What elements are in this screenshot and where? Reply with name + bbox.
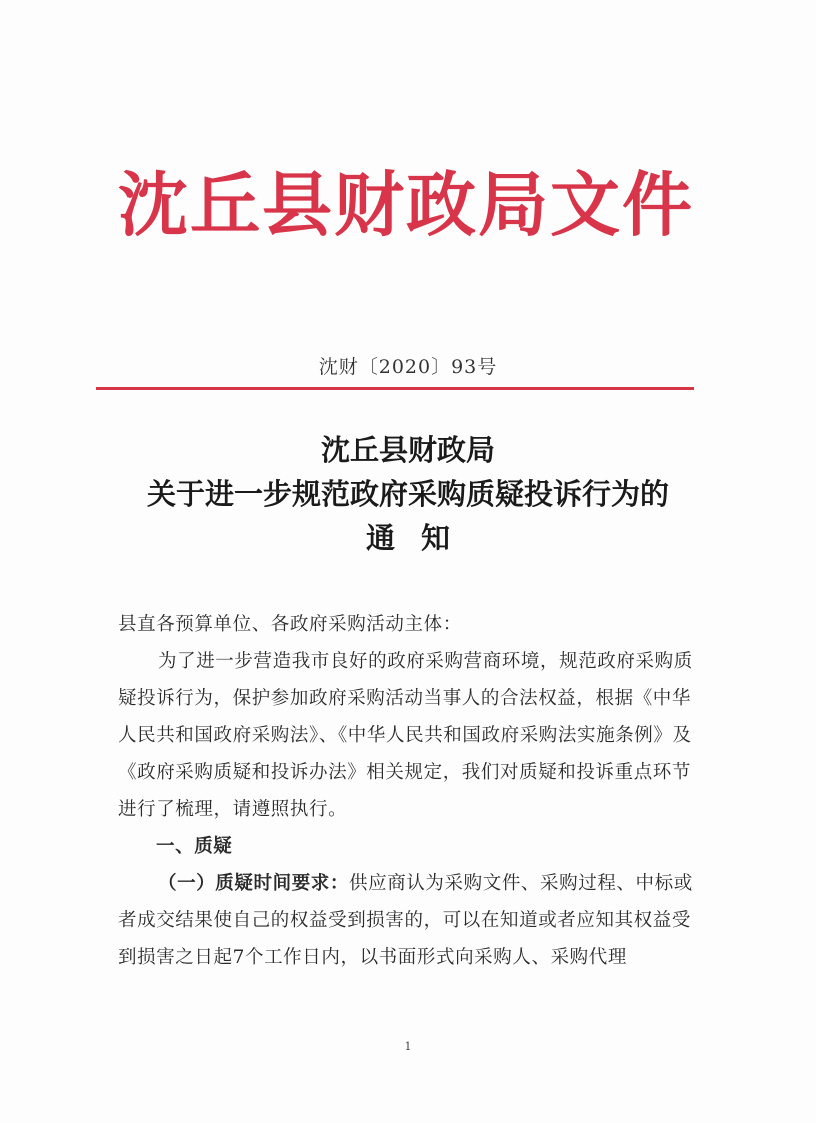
document-title xyxy=(96,428,720,560)
subsection-lead: （一）质疑时间要求： xyxy=(158,873,350,894)
subsection-text: 供应商认为采购文件、采购过程、中标或者成交结果使自己的权益受到损害的，可以在知道或者应知其权益受到损害之日起7个工作日内，以书面形式向采购人、采购代理 xyxy=(118,873,693,968)
document-number: 沈财〔2020〕93号 xyxy=(318,356,498,378)
red-divider-line xyxy=(96,387,694,390)
section-heading: 一、质疑 xyxy=(156,836,233,857)
title-line-1: 沈丘县财政局 xyxy=(320,433,495,467)
salutation: 县直各预算单位、各政府采购活动主体： xyxy=(118,614,462,635)
page-number: 1 xyxy=(404,1040,412,1053)
document-body xyxy=(118,606,708,976)
title-line-3: 通知 xyxy=(365,521,476,555)
subsection-paragraph xyxy=(118,865,708,976)
document-masthead: 沈丘县财政局文件 xyxy=(118,164,694,246)
title-line-2: 关于进一步规范政府采购质疑投诉行为的 xyxy=(146,477,669,511)
intro-paragraph: 为了进一步营造我市良好的政府采购营商环境，规范政府采购质疑投诉行为，保护参加政府采购活动当事人的合法权益，根据《中华人民共和国政府采购法》、《中华人民共和国政府采购法实施条例》及《政府采购质疑和投诉办法》相关规定，我们对质疑和投诉重点环节进行了梳理，请遵照执行。 xyxy=(118,651,693,820)
